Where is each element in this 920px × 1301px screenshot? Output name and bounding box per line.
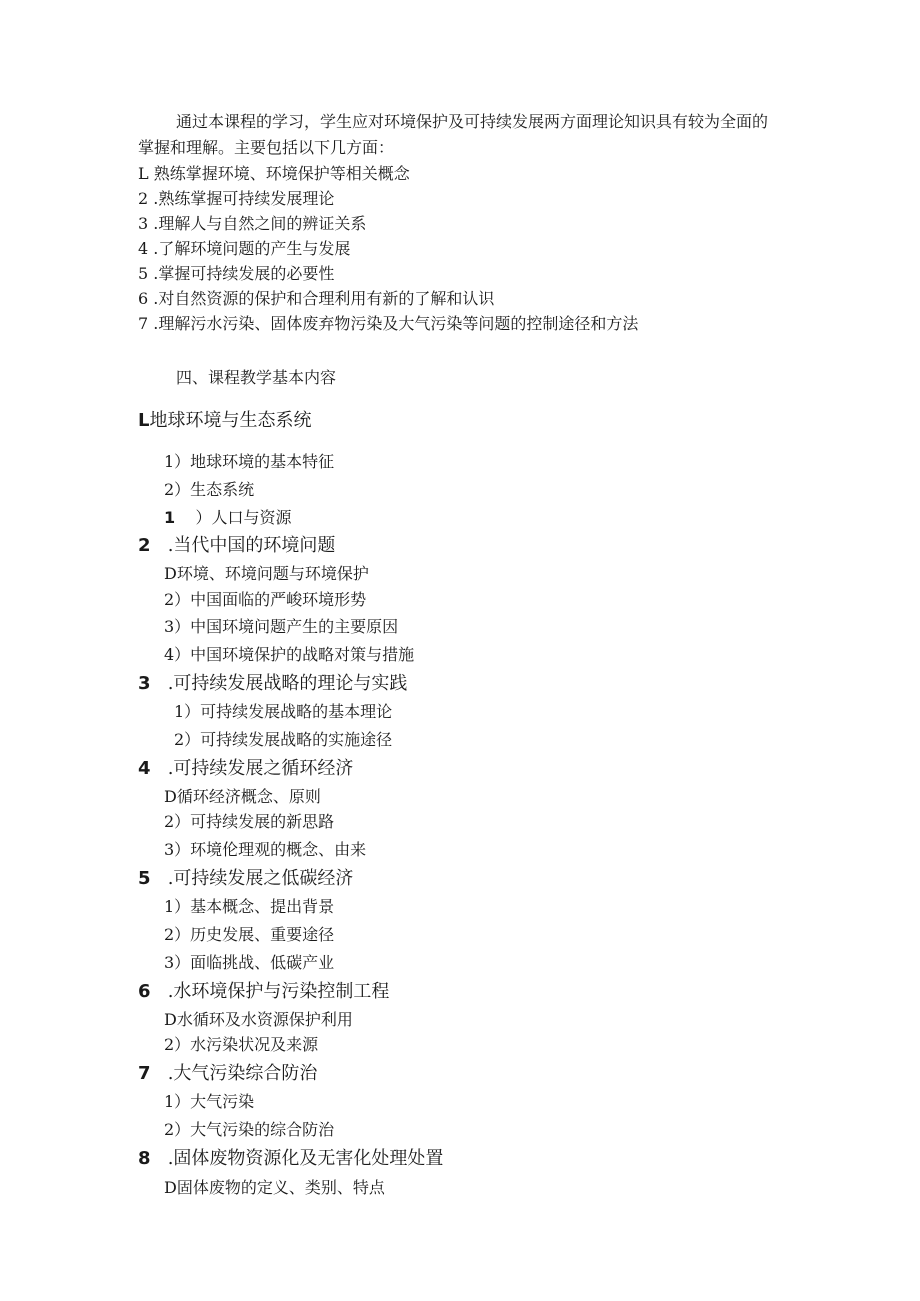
chapter-subitem: D环境、环境问题与环境保护	[164, 564, 369, 583]
chapter-heading	[138, 981, 389, 1003]
chapter-heading	[138, 535, 335, 557]
objective-number: 5	[138, 264, 149, 283]
objective-item	[138, 314, 638, 334]
chapter-subitem: 1）地球环境的基本特征	[164, 452, 335, 471]
subitem-number: 1	[164, 508, 176, 527]
objective-item	[138, 289, 494, 309]
chapter-number: 6	[138, 981, 151, 1002]
objective-number: 2	[138, 189, 149, 208]
chapter-subitem: 2）历史发展、重要途径	[164, 925, 335, 944]
objective-item	[138, 239, 350, 259]
chapter-title: .可持续发展之循环经济	[167, 758, 354, 779]
chapter-subitem: 3）面临挑战、低碳产业	[164, 953, 335, 972]
chapter-subitem: 2）可持续发展战略的实施途径	[174, 730, 393, 749]
chapter-subitem: 2）可持续发展的新思路	[164, 812, 335, 831]
chapter-subitem: D固体废物的定义、类别、特点	[164, 1178, 385, 1197]
chapter-heading	[138, 673, 407, 695]
chapter-title: .可持续发展战略的理论与实践	[167, 673, 408, 694]
objective-item	[138, 189, 334, 209]
chapter-heading	[138, 1148, 443, 1170]
objective-number: L	[138, 164, 149, 183]
chapter-subitem: 2）大气污染的综合防治	[164, 1120, 335, 1139]
chapter-heading	[138, 1063, 317, 1085]
objective-number: 7	[138, 314, 149, 333]
objective-text: .对自然资源的保护和合理利用有新的了解和认识	[153, 289, 495, 308]
chapter-subitem: 2）水污染状况及来源	[164, 1035, 319, 1054]
chapter-number: L	[138, 410, 150, 431]
chapter-subitem: 3）中国环境问题产生的主要原因	[164, 617, 399, 636]
objective-number: 6	[138, 289, 149, 308]
chapter-heading	[138, 868, 353, 890]
objective-text: .熟练掌握可持续发展理论	[153, 189, 335, 208]
intro-line-1: 通过本课程的学习，学生应对环境保护及可持续发展两方面理论知识具有较为全面的	[176, 112, 769, 131]
chapter-subitem: D循环经济概念、原则	[164, 787, 321, 806]
objective-item	[138, 164, 410, 184]
chapter-subitem: 3）环境伦理观的概念、由来	[164, 840, 367, 859]
chapter-number: 7	[138, 1063, 151, 1084]
chapter-subitem: 2）中国面临的严峻环境形势	[164, 590, 367, 609]
chapter-number: 3	[138, 673, 151, 694]
objective-text: 熟练掌握环境、环境保护等相关概念	[153, 164, 410, 183]
objective-text: .掌握可持续发展的必要性	[153, 264, 335, 283]
subitem-text: ）人口与资源	[195, 508, 292, 527]
chapter-title: .水环境保护与污染控制工程	[167, 981, 390, 1002]
chapter-number: 4	[138, 758, 151, 779]
objective-text: .了解环境问题的产生与发展	[153, 239, 351, 258]
chapter-title: .可持续发展之低碳经济	[167, 868, 354, 889]
chapter-heading	[138, 758, 353, 780]
chapter-title: 地球环境与生态系统	[149, 410, 312, 431]
chapter-heading	[138, 410, 311, 432]
chapter-title: .当代中国的环境问题	[167, 535, 336, 556]
objective-text: .理解污水污染、固体废弃物污染及大气污染等问题的控制途径和方法	[153, 314, 639, 333]
chapter-title: .大气污染综合防治	[167, 1063, 318, 1084]
chapter-subitem: 1）基本概念、提出背景	[164, 897, 335, 916]
chapter-subitem	[164, 508, 292, 528]
chapter-subitem: 4）中国环境保护的战略对策与措施	[164, 645, 415, 664]
chapter-number: 8	[138, 1148, 151, 1169]
chapter-subitem: D水循环及水资源保护利用	[164, 1010, 353, 1029]
objective-text: .理解人与自然之间的辨证关系	[153, 214, 367, 233]
chapter-subitem: 1）大气污染	[164, 1092, 255, 1111]
objective-item	[138, 214, 366, 234]
chapter-title: .固体废物资源化及无害化处理处置	[167, 1148, 444, 1169]
chapter-subitem: 2）生态系统	[164, 480, 255, 499]
section-title: 四、课程教学基本内容	[176, 368, 337, 387]
objective-number: 4	[138, 239, 149, 258]
chapter-number: 5	[138, 868, 151, 889]
chapter-number: 2	[138, 535, 151, 556]
chapter-subitem: 1）可持续发展战略的基本理论	[174, 702, 393, 721]
objective-item	[138, 264, 334, 284]
objective-number: 3	[138, 214, 149, 233]
intro-line-2: 掌握和理解。主要包括以下几方面：	[138, 138, 395, 157]
